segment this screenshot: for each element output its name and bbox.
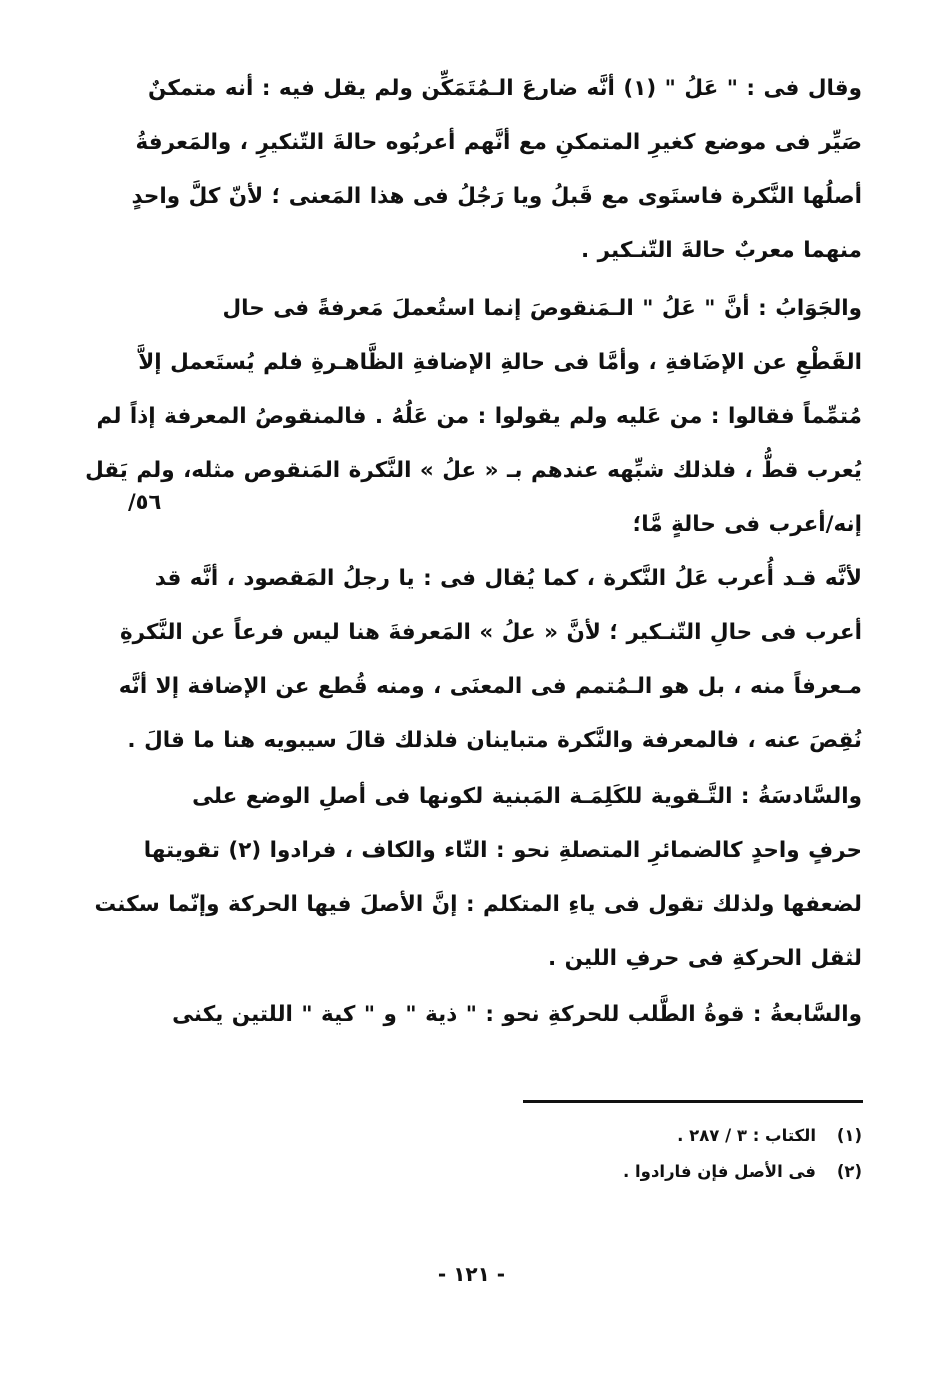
- footnote-text: فى الأصل فإن فارادوا .: [623, 1162, 816, 1181]
- footnote-text: الكتاب : ٣ / ٢٨٧ .: [677, 1126, 816, 1145]
- text-line: نُقِصَ عنه ، فالمعرفة والنَّكرة متباينان فلذلك قالَ سيبويه هنا ما قالَ .: [127, 728, 862, 753]
- marginal-page-reference: ٥٦/: [128, 490, 162, 514]
- footnote-number: (٢): [836, 1162, 862, 1181]
- paragraph-4: [94, 770, 862, 986]
- footnote-item: [170, 1118, 862, 1154]
- paragraph-1: [131, 62, 862, 278]
- text-line: لثقل الحركةِ فى حرفِ اللين .: [548, 946, 862, 971]
- paragraph-3: [118, 552, 862, 768]
- text-line: والسَّابعةُ : قوةُ الطَّلب للحركةِ نحو : " ذية " و " كية " اللتين يكنى: [172, 1002, 862, 1027]
- text-line: صَيِّر فى موضع كغيرِ المتمكنِ مع أنَّهم أعربُوه حالةَ التّنكيرِ ، والمَعرفةُ: [135, 130, 862, 155]
- text-line: لضعفها ولذلك تقول فى ياءِ المتكلم : إنَّ الأصلَ فيها الحركة وإنّما سكنت: [94, 892, 862, 917]
- text-line: أعرب فى حالِ التّنـكير ؛ لأنَّ « علُ » المَعرفةَ هنا ليس فرعاً عن النَّكرةِ: [119, 620, 862, 645]
- footnote-item: [170, 1154, 862, 1190]
- text-line: وقال فى : " عَلُ " (١) أنَّه ضارعَ الـمُتَمَكِّن ولم يقل فيه : أنه متمكنٌ: [148, 76, 862, 101]
- text-line: منهما معربٌ حالةَ التّنـكير .: [581, 238, 862, 263]
- text-line: والجَوَابُ : أنَّ " عَلُ " الـمَنقوصَ إنما استُعملَ مَعرفةً فى حال: [222, 296, 862, 321]
- text-line: لأنَّه قـد أُعرب عَلُ النَّكرة ، كما يُقال فى : يا رجلُ المَقصود ، أنَّه قد: [154, 566, 862, 591]
- text-line: حرفٍ واحدٍ كالضمائرِ المتصلةِ نحو : التّاء والكاف ، فرادوا (٢) تقويتها: [143, 838, 862, 863]
- text-line: القَطْعِ عن الإضَافةِ ، وأمَّا فى حالةِ الإضافةِ الظَّاهـرةِ فلم يُستَعمل إلاَّ: [138, 350, 862, 375]
- text-line: إنه/أعرب فى حالةٍ مَّا؛: [632, 512, 862, 537]
- page-number: - ١٢١ -: [437, 1262, 506, 1286]
- paragraph-5: [170, 988, 862, 1042]
- text-line: أصلُها النَّكرة فاستَوى مع قَبلُ ويا رَجُلُ فى هذا المَعنى ؛ لأنّ كلَّ واحدٍ: [131, 184, 862, 209]
- text-line: يُعرب قطُّ ، فلذلك شبِّهه عندهم بـ « علُ » النَّكرة المَنقوص مثله، ولم يَقل: [85, 458, 862, 483]
- footnote-number: (١): [836, 1126, 862, 1145]
- footnote-separator: [523, 1100, 863, 1103]
- text-line: مـعرفاً منه ، بل هو الـمُتمم فى المعنَى ، ومنه قُطع عن الإضافة إلا أنَّه: [118, 674, 862, 699]
- footnotes: [170, 1118, 862, 1190]
- text-line: مُتمِّماً فقالوا : من عَليه ولم يقولوا : من عَلُهُ . فالمنقوصُ المعرفة إذاً لم: [96, 404, 862, 429]
- text-line: والسَّادسَةُ : التَّـقوية للكَلِمَـة المَبنية لكونها فى أصلِ الوضع على: [192, 784, 862, 809]
